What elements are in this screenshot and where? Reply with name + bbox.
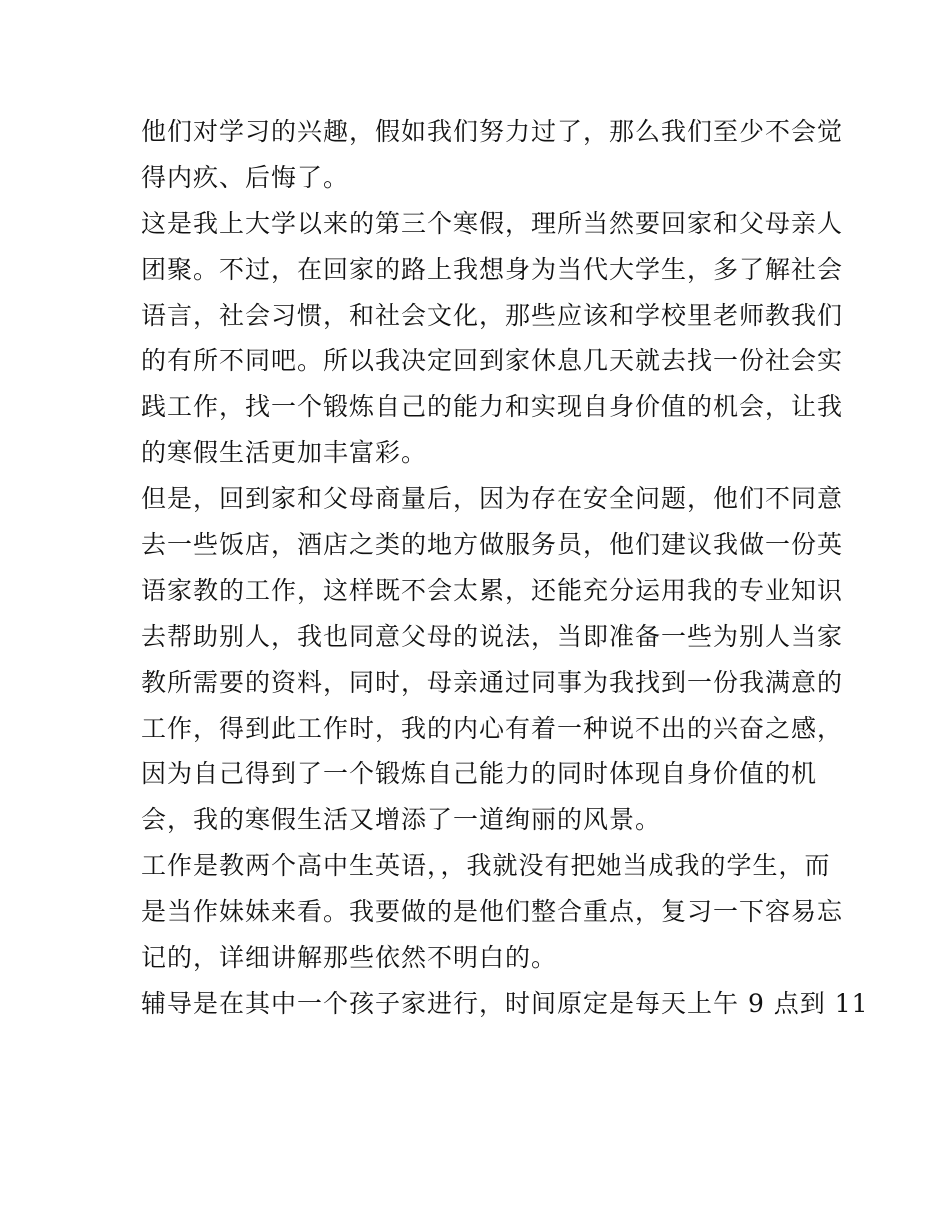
text-line: 去一些饭店，酒店之类的地方做服务员，他们建议我做一份英 xyxy=(141,530,844,560)
text-line: 是当作妹妹来看。我要做的是他们整合重点，复习一下容易忘 xyxy=(141,897,844,927)
text-line: 但是，回到家和父母商量后，因为存在安全问题，他们不同意 xyxy=(141,484,844,514)
text-line: 得内疚、后悔了。 xyxy=(141,162,350,192)
text-line: 的寒假生活更加丰富彩。 xyxy=(141,438,428,468)
text-line: 工作是教两个高中生英语，，我就没有把她当成我的学生，而 xyxy=(141,851,831,881)
text-line: 他们对学习的兴趣，假如我们努力过了，那么我们至少不会觉 xyxy=(141,117,844,146)
text-line: 工作，得到此工作时，我的内心有着一种说不出的兴奋之感， xyxy=(141,713,844,743)
text-line: 辅导是在其中一个孩子家进行，时间原定是每天上午 9 点到 11 xyxy=(141,988,869,1018)
text-line: 因为自己得到了一个锻炼自己能力的同时体现自身价值的机 xyxy=(141,759,818,789)
document-body xyxy=(141,109,869,1027)
text-line: 践工作，找一个锻炼自己的能力和实现自身价值的机会，让我 xyxy=(141,392,844,422)
text-line: 去帮助别人，我也同意父母的说法，当即准备一些为别人当家 xyxy=(141,621,844,651)
text-line: 的有所不同吧。所以我决定回到家休息几天就去找一份社会实 xyxy=(141,346,844,376)
text-line: 这是我上大学以来的第三个寒假，理所当然要回家和父母亲人 xyxy=(141,208,844,238)
text-line: 语家教的工作，这样既不会太累，还能充分运用我的专业知识 xyxy=(141,575,844,605)
text-line: 团聚。不过，在回家的路上我想身为当代大学生，多了解社会 xyxy=(141,254,844,284)
text-line: 语言，社会习惯，和社会文化，那些应该和学校里老师教我们 xyxy=(141,300,844,330)
text-line: 会，我的寒假生活又增添了一道绚丽的风景。 xyxy=(141,805,662,835)
text-line: 记的，详细讲解那些依然不明白的。 xyxy=(141,943,558,973)
text-line: 教所需要的资料，同时，母亲通过同事为我找到一份我满意的 xyxy=(141,667,844,697)
